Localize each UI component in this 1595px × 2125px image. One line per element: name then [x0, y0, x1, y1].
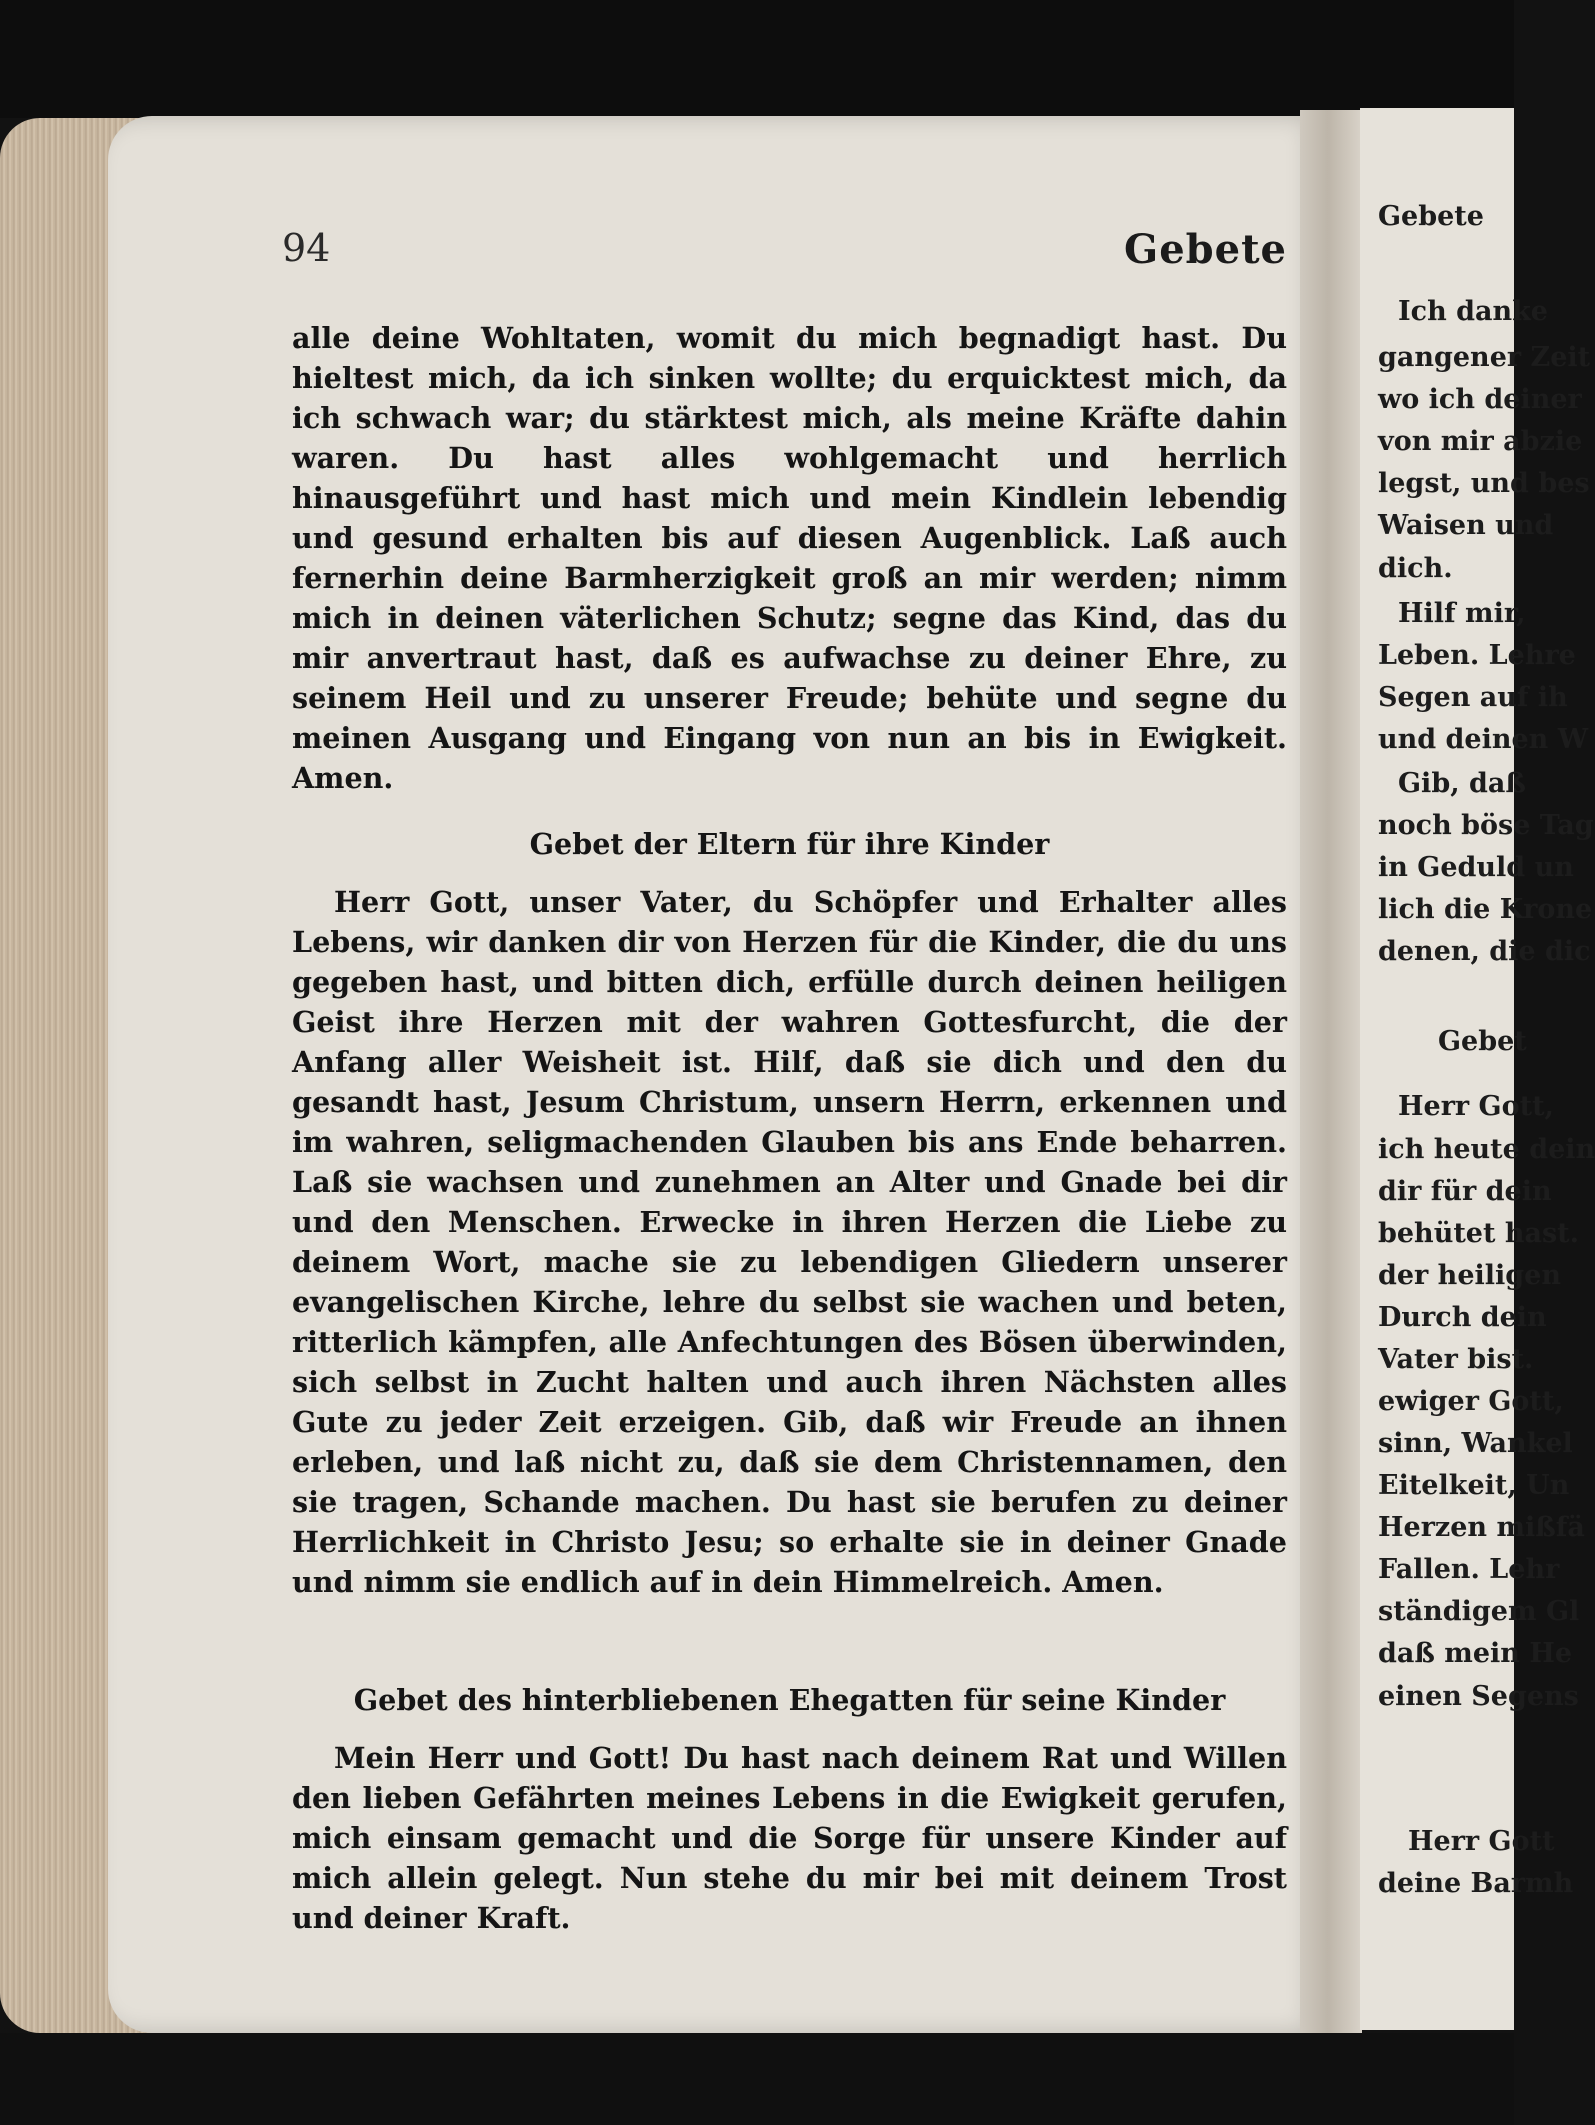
right-page-line: Gebet [1438, 1026, 1527, 1057]
right-page-line: der heiligen [1378, 1260, 1561, 1291]
right-page-line: behütet hast. [1378, 1218, 1580, 1249]
right-page-line: Durch dein [1378, 1302, 1547, 1333]
right-page-line: in Geduld un [1378, 852, 1574, 883]
right-page-line: dir für dein [1378, 1176, 1552, 1207]
right-page-line: wo ich deiner [1378, 384, 1582, 415]
page-body [292, 318, 1287, 1938]
right-page-line: Hilf mir, [1398, 598, 1526, 629]
right-page-line: sinn, Wankel [1378, 1428, 1573, 1459]
right-page-line: Herr Gott, [1398, 1091, 1554, 1122]
right-page-line: daß mein He [1378, 1638, 1573, 1669]
prayer-text-widowed: Mein Herr und Gott! Du hast nach deinem Rat und Willen den lieben Gefährten meines Lebens in die Ewigkeit gerufen, mich einsam gemacht und die Sorge für unsere Kinder auf mich allein gelegt. Nun stehe du mir bei mit deinem Trost und deiner Kraft. [292, 1741, 1287, 1935]
prayer-heading-parents: Gebet der Eltern für ihre Kinder [529, 827, 1050, 861]
right-page-line: Fallen. Lehr [1378, 1554, 1560, 1585]
right-page-line: Gebete [1378, 201, 1484, 232]
right-page-line: gangener Zeit [1378, 342, 1591, 373]
paragraph-continued: alle deine Wohltaten, womit du mich begnadigt hast. Du hieltest mich, da ich sinken wollte; du erquicktest mich, da ich schwach war; du stärktest mich, als meine Kräfte dahin waren. Du hast alles wohlgemacht und herrlich hinausgeführt und hast mich und mein Kindlein lebendig und gesund erhalten bis auf diesen Augenblick. Laß auch fernerhin deine Barmherzigkeit groß an mir werden; nimm mich in deinen väterlichen Schutz; segne das Kind, das du mir anvertraut hast, daß es aufwachse zu deiner Ehre, zu seinem Heil und zu unserer Freude; behüte und segne du meinen Ausgang und Eingang von nun an bis in Ewigkeit. Amen. [292, 321, 1287, 795]
right-page-line: Eitelkeit, Un [1378, 1470, 1570, 1501]
right-page-line: ständigem Gl [1378, 1596, 1580, 1627]
right-page-line: Segen auf ih [1378, 682, 1568, 713]
book-gutter [1300, 110, 1362, 2035]
right-page-line: und deinen W [1378, 724, 1589, 755]
right-page-line: Leben. Lehre [1378, 640, 1576, 671]
right-page-line: Ich danke [1398, 296, 1548, 327]
right-page-line: Herr Gott [1408, 1826, 1555, 1857]
right-page-line: noch böse Tag [1378, 810, 1594, 841]
page-header [282, 226, 1287, 286]
page-number: 94 [282, 226, 331, 270]
prayer-heading-widowed: Gebet des hinterbliebenen Ehegatten für seine Kinder [353, 1683, 1226, 1717]
right-page-line: denen, die dic [1378, 936, 1591, 967]
right-page-line: Waisen und [1378, 510, 1554, 541]
running-title: Gebete [1124, 226, 1287, 273]
right-page-line: lich die Krone [1378, 894, 1593, 925]
right-page-line: dich. [1378, 553, 1453, 584]
prayer-text-parents: Herr Gott, unser Vater, du Schöpfer und Erhalter alles Lebens, wir danken dir von Herzen für die Kinder, die du uns gegeben hast, und bitten dich, erfülle durch deinen heiligen Geist ihre Herzen mit der wahren Gottesfurcht, die der Anfang aller Weisheit ist. Hilf, daß sie dich und den du gesandt hast, Jesum Christum, unsern Herrn, erkennen und im wahren, seligmachenden Glauben bis ans Ende beharren. Laß sie wachsen und zunehmen an Alter und Gnade bei dir und den Menschen. Erwecke in ihren Herzen die Liebe zu deinem Wort, mache sie zu lebendigen Gliedern unserer evangelischen Kirche, lehre du selbst sie wachen und beten, ritterlich kämpfen, alle Anfechtungen des Bösen überwinden, sich selbst in Zucht halten und auch ihren Nächsten alles Gute zu jeder Zeit erzeigen. Gib, daß wir Freude an ihnen erleben, und laß nicht zu, daß sie dem Christennamen, den sie tragen, Schande machen. Du hast sie berufen zu deiner Herrlichkeit in Christo Jesu; so erhalte sie in deiner Gnade und nimm sie endlich auf in dein Himmelreich. Amen. [292, 885, 1287, 1599]
right-page-line: ewiger Gott, [1378, 1386, 1564, 1417]
background-top [0, 0, 1514, 118]
right-page-line: ich heute dein [1378, 1134, 1595, 1165]
background-bottom [0, 2033, 1514, 2125]
right-page-line: Vater bist. [1378, 1344, 1534, 1375]
right-page-line: deine Barmh [1378, 1868, 1574, 1899]
right-page-line: legst, und bes [1378, 468, 1590, 499]
right-page-line: Gib, daß [1398, 768, 1526, 799]
right-page-line: einen Segens [1378, 1681, 1579, 1712]
right-page-line: von mir abzie [1378, 426, 1583, 457]
right-page-line: Herzen mißfä [1378, 1512, 1585, 1543]
